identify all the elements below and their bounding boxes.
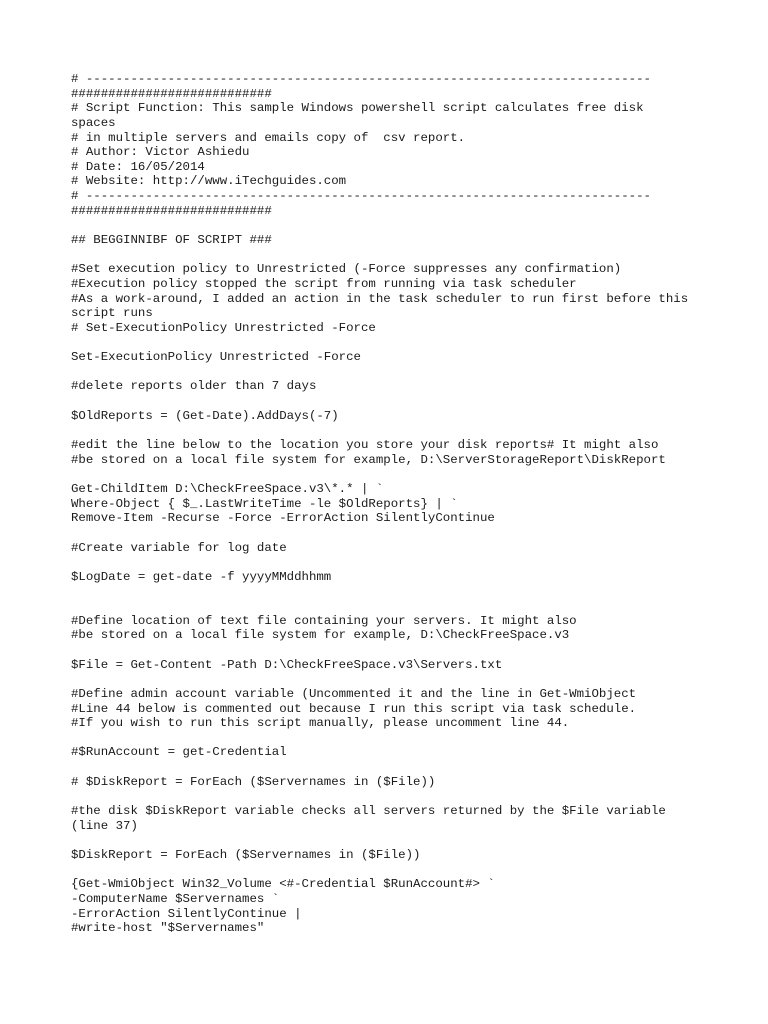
script-line: $OldReports = (Get-Date).AddDays(-7) <box>71 408 339 423</box>
script-line: # ---------------------------------------------------------------------------- <box>71 189 651 204</box>
script-line: # Date: 16/05/2014 <box>71 159 205 174</box>
blank-line <box>71 248 731 263</box>
script-line: # ---------------------------------------------------------------------------- <box>71 72 651 86</box>
blank-line <box>71 672 731 687</box>
script-line: {Get-WmiObject Win32_Volume <#-Credential $RunAccount#> ` <box>71 877 495 892</box>
script-line: # Website: http://www.iTechguides.com <box>71 174 347 189</box>
script-line: #be stored on a local file system for example, D:\ServerStorageReport\DiskReport <box>71 452 666 467</box>
script-line: #If you wish to run this script manually, please uncomment line 44. <box>71 716 570 731</box>
script-text-block <box>71 72 731 936</box>
blank-line <box>71 731 731 746</box>
script-line: Where-Object { $_.LastWriteTime -le $OldReports} | ` <box>71 496 458 511</box>
blank-line <box>71 394 731 409</box>
blank-line <box>71 526 731 541</box>
blank-line <box>71 863 731 878</box>
script-line: $LogDate = get-date -f yyyyMMddhhmm <box>71 569 332 584</box>
script-line: #be stored on a local file system for example, D:\CheckFreeSpace.v3 <box>71 628 570 643</box>
script-line: #Execution policy stopped the script from running via task scheduler <box>71 276 577 291</box>
blank-line <box>71 789 731 804</box>
script-line: (line 37) <box>71 818 138 833</box>
script-line: #Define admin account variable (Uncommented it and the line in Get-WmiObject <box>71 686 637 701</box>
script-line: #the disk $DiskReport variable checks all servers returned by the $File variable <box>71 804 666 819</box>
blank-line <box>71 336 731 351</box>
script-line: #As a work-around, I added an action in the task scheduler to run first before this <box>71 291 689 306</box>
script-line: #$RunAccount = get-Credential <box>71 745 287 760</box>
blank-line <box>71 599 731 614</box>
script-line: Get-ChildItem D:\CheckFreeSpace.v3\*.* | ` <box>71 481 384 496</box>
script-line: Set-ExecutionPolicy Unrestricted -Force <box>71 350 361 365</box>
blank-line <box>71 467 731 482</box>
blank-line <box>71 643 731 658</box>
blank-line <box>71 423 731 438</box>
script-line: script runs <box>71 306 153 321</box>
script-line: Remove-Item -Recurse -Force -ErrorAction SilentlyContinue <box>71 511 495 526</box>
script-line: # Script Function: This sample Windows powershell script calculates free disk <box>71 101 644 116</box>
script-line: #Define location of text file containing your servers. It might also <box>71 613 577 628</box>
script-line: #Line 44 below is commented out because I run this script via task schedule. <box>71 701 637 716</box>
script-line: $File = Get-Content -Path D:\CheckFreeSpace.v3\Servers.txt <box>71 657 503 672</box>
script-line: # Author: Victor Ashiedu <box>71 145 250 160</box>
script-line: $DiskReport = ForEach ($Servernames in ($File)) <box>71 847 421 862</box>
script-line: # Set-ExecutionPolicy Unrestricted -Force <box>71 320 376 335</box>
blank-line <box>71 584 731 599</box>
script-line: spaces <box>71 115 116 130</box>
script-line: #Create variable for log date <box>71 540 287 555</box>
blank-line <box>71 365 731 380</box>
script-line: -ErrorAction SilentlyContinue | <box>71 906 302 921</box>
script-line: #write-host "$Servernames" <box>71 921 265 936</box>
script-line: #edit the line below to the location you store your disk reports# It might also <box>71 438 659 453</box>
script-line: # in multiple servers and emails copy of csv report. <box>71 130 466 145</box>
blank-line <box>71 555 731 570</box>
script-line: ########################### <box>71 203 272 218</box>
blank-line <box>71 218 731 233</box>
script-line: ########################### <box>71 86 272 101</box>
script-line: ## BEGGINNIBF OF SCRIPT ### <box>71 233 272 248</box>
blank-line <box>71 760 731 775</box>
script-line: #Set execution policy to Unrestricted (-Force suppresses any confirmation) <box>71 262 622 277</box>
script-line: -ComputerName $Servernames ` <box>71 891 280 906</box>
script-line: # $DiskReport = ForEach ($Servernames in ($File)) <box>71 774 436 789</box>
blank-line <box>71 833 731 848</box>
script-line: #delete reports older than 7 days <box>71 379 317 394</box>
